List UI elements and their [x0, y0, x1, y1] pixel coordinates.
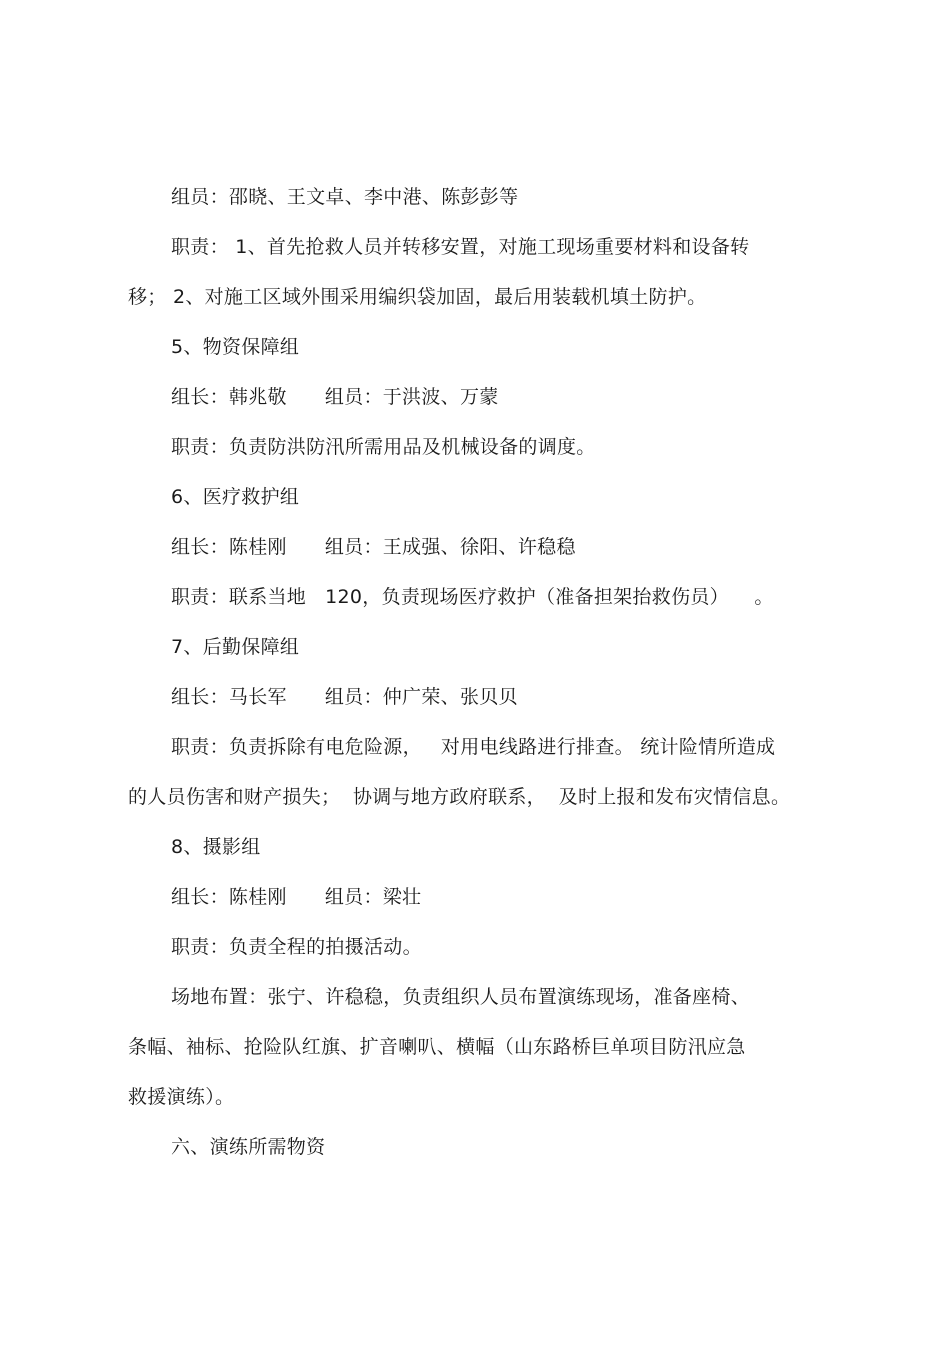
duty-line-logistics-1: 职责：负责拆除有电危险源， 对用电线路进行排查。 统计险情所造成 — [171, 736, 776, 758]
leader-line-supply: 组长：韩兆敬 组员：于洪波、万蒙 — [171, 386, 499, 408]
duty-line-rescue-1: 职责： 1、首先抢救人员并转移安置，对施工现场重要材料和设备转 — [171, 236, 750, 258]
venue-setup-line-1: 场地布置：张宁、许稳稳，负责组织人员布置演练现场，准备座椅、 — [171, 986, 751, 1008]
leader-line-photo: 组长：陈桂刚 组员：梁壮 — [171, 886, 422, 908]
section-heading-materials: 六、演练所需物资 — [171, 1136, 326, 1158]
duty-line-logistics-2: 的人员伤害和财产损失； 协调与地方政府联系， 及时上报和发布灾情信息。 — [128, 786, 791, 808]
section-heading-logistics: 7、后勤保障组 — [171, 636, 300, 658]
venue-setup-line-2: 条幅、袖标、抢险队红旗、扩音喇叭、横幅（山东路桥巨单项目防汛应急 — [128, 1036, 746, 1058]
section-heading-supply: 5、物资保障组 — [171, 336, 300, 358]
duty-line-medical: 职责：联系当地 120，负责现场医疗救护（准备担架抬救伤员） 。 — [171, 586, 774, 608]
venue-setup-line-3: 救援演练）。 — [128, 1086, 235, 1108]
section-heading-medical: 6、医疗救护组 — [171, 486, 300, 508]
section-heading-photo: 8、摄影组 — [171, 836, 261, 858]
leader-line-medical: 组长：陈桂刚 组员：王成强、徐阳、许稳稳 — [171, 536, 576, 558]
duty-line-photo: 职责：负责全程的拍摄活动。 — [171, 936, 422, 958]
duty-line-rescue-2: 移； 2、对施工区域外围采用编织袋加固，最后用装载机填土防护。 — [128, 286, 707, 308]
duty-line-supply: 职责：负责防洪防汛所需用品及机械设备的调度。 — [171, 436, 596, 458]
members-line-rescue: 组员：邵晓、王文卓、李中港、陈彭彭等 — [171, 186, 519, 208]
leader-line-logistics: 组长：马长军 组员：仲广荣、张贝贝 — [171, 686, 518, 708]
